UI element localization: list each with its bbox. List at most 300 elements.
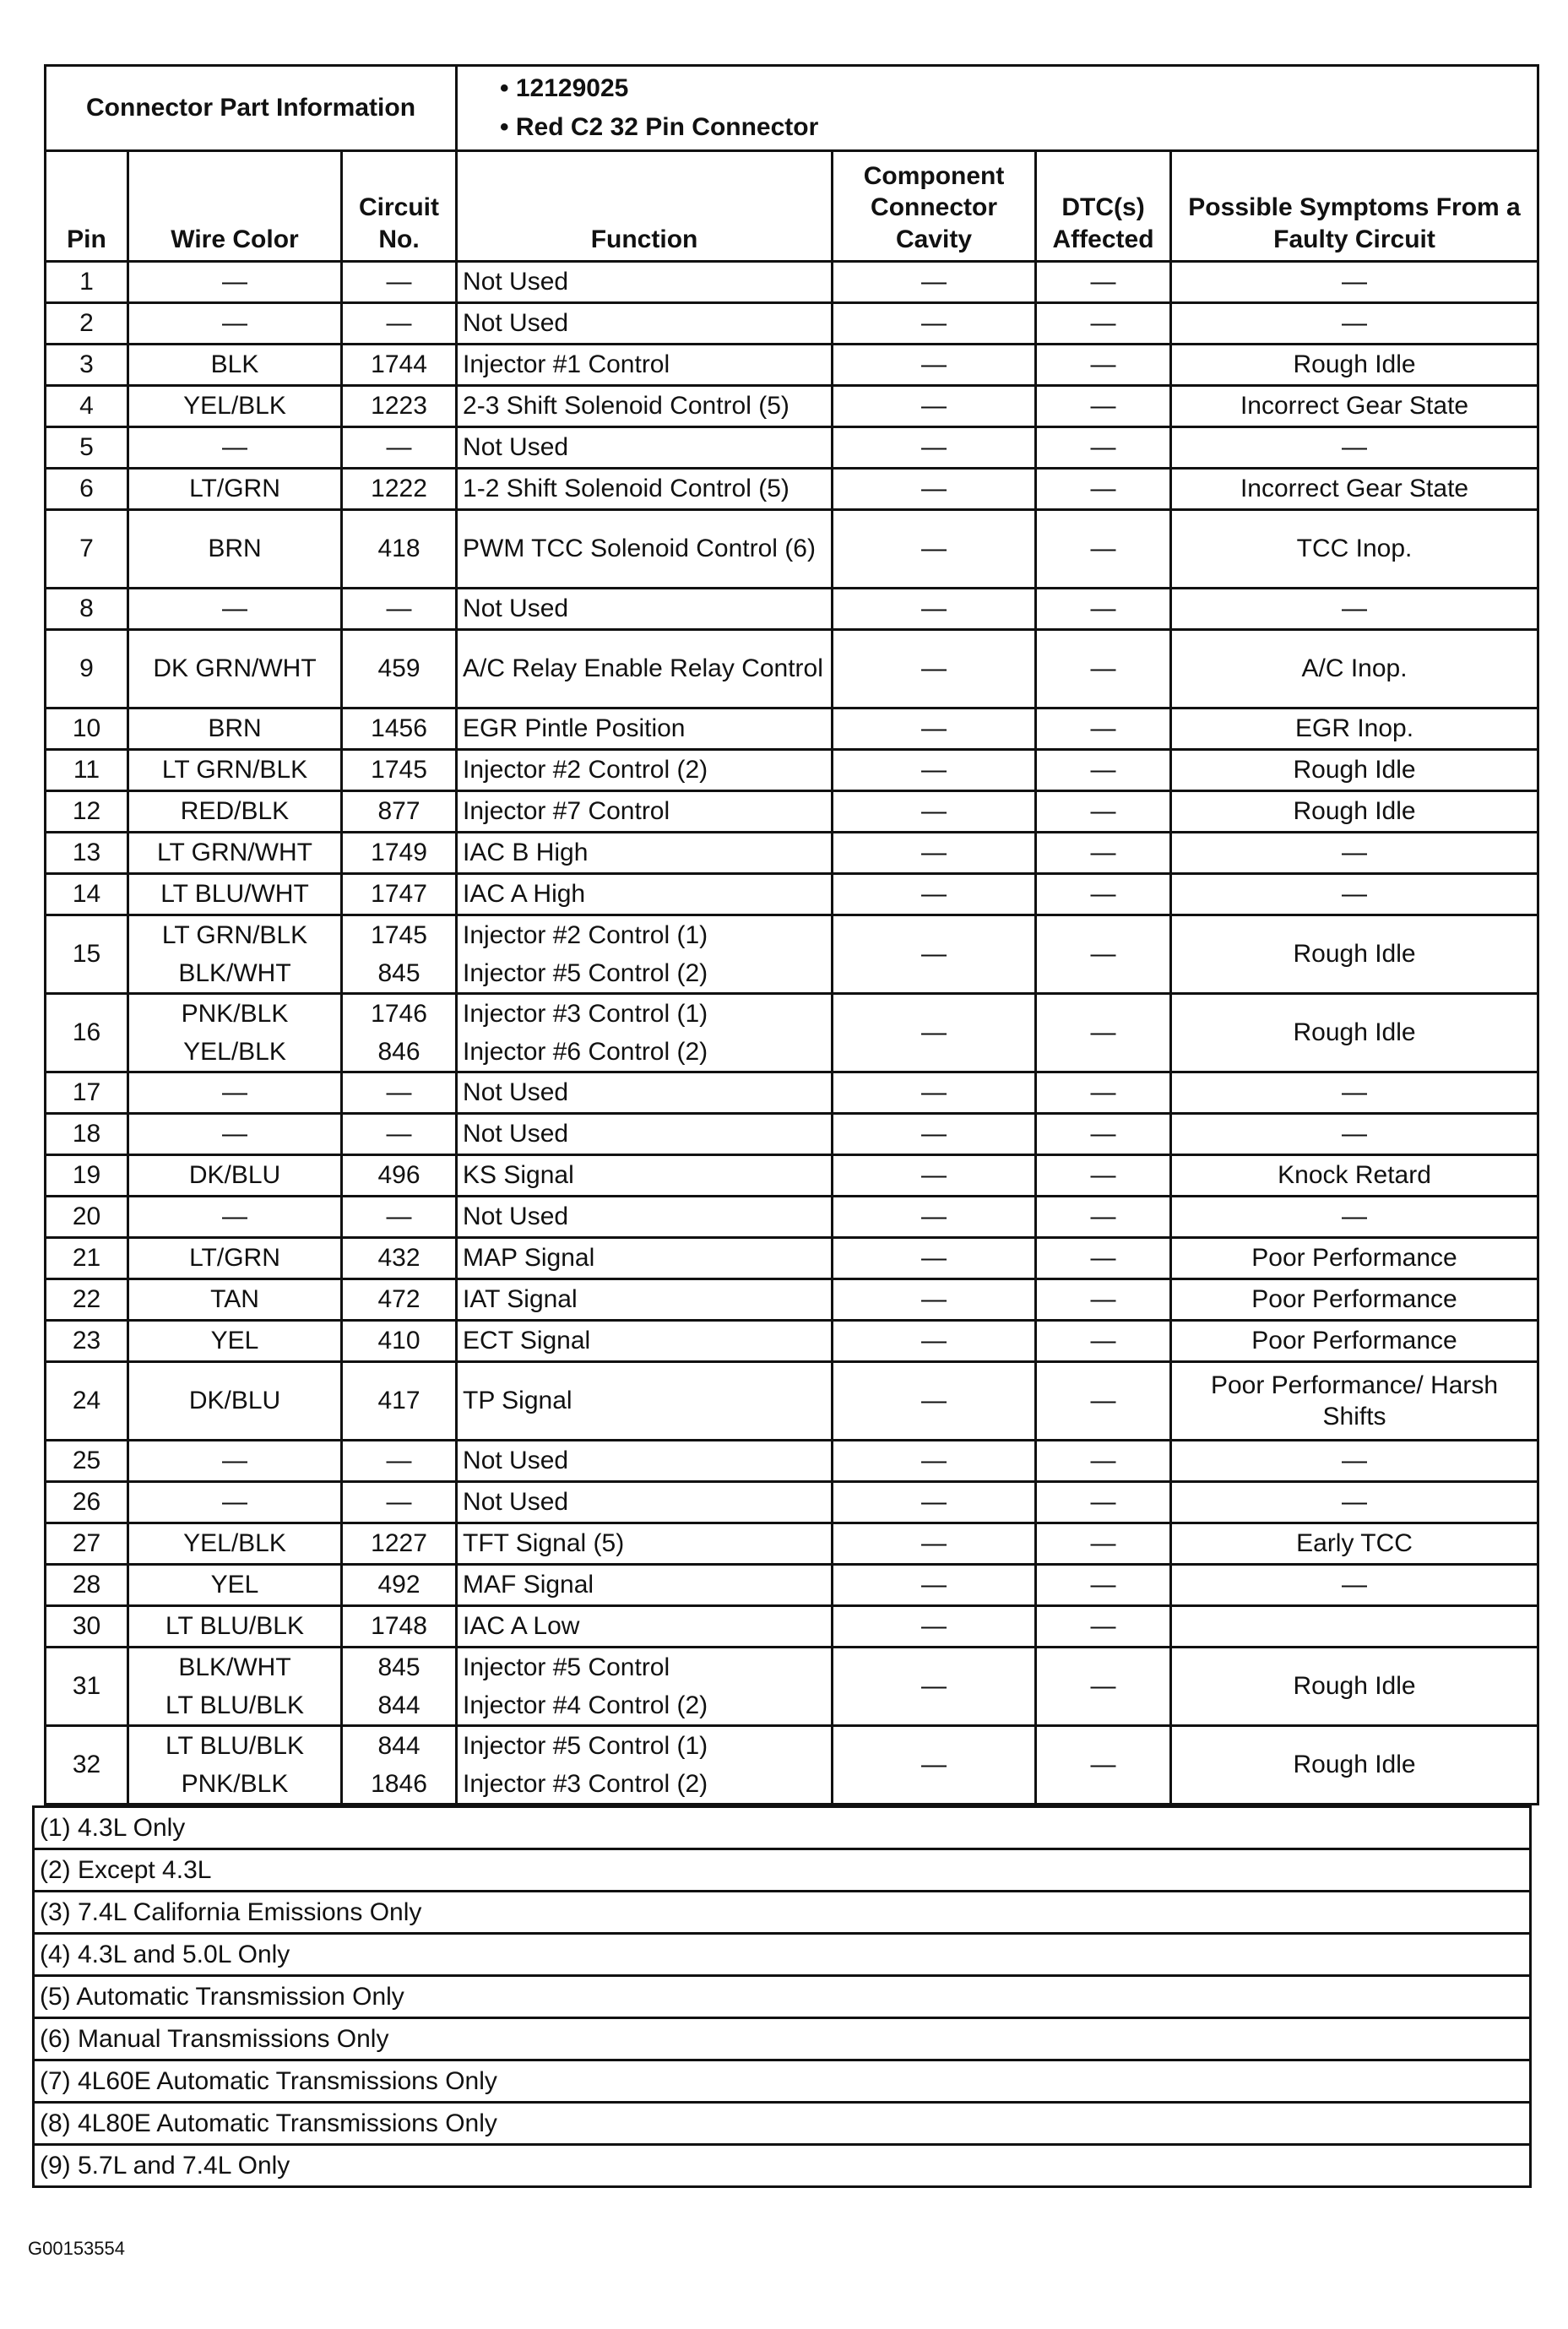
table-row	[46, 1155, 1538, 1197]
dtc-cell: —	[1036, 1565, 1171, 1606]
dtc-cell: —	[1036, 791, 1171, 833]
table-row	[46, 1321, 1538, 1362]
symptom-cell: —	[1171, 262, 1538, 303]
circuit-cell: 1223	[342, 386, 457, 427]
function-cell: 1-2 Shift Solenoid Control (5)	[457, 469, 833, 510]
circuit-cell-line: 1846	[371, 1770, 427, 1798]
function-cell: EGR Pintle Position	[457, 708, 833, 750]
circuit-cell	[342, 1648, 457, 1726]
wire-color-cell: —	[128, 1482, 342, 1523]
pin-cell: 1	[46, 262, 128, 303]
table-row	[46, 1197, 1538, 1238]
symptom-cell: Poor Performance	[1171, 1279, 1538, 1321]
table-row	[46, 345, 1538, 386]
wire-color-cell: LT/GRN	[128, 1238, 342, 1279]
wire-color-cell	[128, 1648, 342, 1726]
symptom-cell: —	[1171, 1197, 1538, 1238]
symptom-cell: Rough Idle	[1171, 750, 1538, 791]
table-row	[46, 1606, 1538, 1648]
dtc-cell: —	[1036, 1321, 1171, 1362]
table-row	[46, 1482, 1538, 1523]
cavity-cell: —	[833, 1279, 1036, 1321]
wire-color-cell: —	[128, 589, 342, 630]
function-cell: Injector #1 Control	[457, 345, 833, 386]
dtc-cell: —	[1036, 1726, 1171, 1805]
cavity-cell: —	[833, 833, 1036, 874]
circuit-cell: 1227	[342, 1523, 457, 1565]
wire-color-cell: LT GRN/BLK	[128, 750, 342, 791]
wire-color-cell: LT BLU/WHT	[128, 874, 342, 915]
circuit-cell: 417	[342, 1362, 457, 1441]
table-row	[46, 1441, 1538, 1482]
wire-color-cell: BRN	[128, 510, 342, 589]
wire-color-cell	[128, 1726, 342, 1805]
table-row	[46, 1726, 1538, 1805]
circuit-cell: —	[342, 589, 457, 630]
circuit-cell	[342, 994, 457, 1072]
connector-info-values	[457, 66, 1538, 151]
symptom-cell: Rough Idle	[1171, 915, 1538, 994]
connector-description: • Red C2 32 Pin Connector	[500, 113, 819, 141]
circuit-cell: 472	[342, 1279, 457, 1321]
dtc-cell: —	[1036, 708, 1171, 750]
symptom-cell: Rough Idle	[1171, 994, 1538, 1072]
cavity-cell: —	[833, 345, 1036, 386]
circuit-cell: 1744	[342, 345, 457, 386]
pin-cell: 20	[46, 1197, 128, 1238]
pin-cell: 15	[46, 915, 128, 994]
wire-color-cell: —	[128, 262, 342, 303]
wire-color-cell: LT/GRN	[128, 469, 342, 510]
footnote-text: (4) 4.3L and 5.0L Only	[34, 1934, 1531, 1976]
pin-cell: 10	[46, 708, 128, 750]
wire-color-cell: —	[128, 303, 342, 345]
footnote-text: (7) 4L60E Automatic Transmissions Only	[34, 2060, 1531, 2103]
function-cell: Not Used	[457, 303, 833, 345]
circuit-cell: —	[342, 427, 457, 469]
circuit-cell: 418	[342, 510, 457, 589]
footnote-row	[34, 1934, 1531, 1976]
pin-cell: 25	[46, 1441, 128, 1482]
dtc-cell: —	[1036, 469, 1171, 510]
pin-cell: 24	[46, 1362, 128, 1441]
circuit-cell: 492	[342, 1565, 457, 1606]
cavity-cell: —	[833, 1565, 1036, 1606]
dtc-cell: —	[1036, 833, 1171, 874]
footnote-row	[34, 1892, 1531, 1934]
dtc-cell: —	[1036, 1482, 1171, 1523]
circuit-cell: —	[342, 1114, 457, 1155]
table-row	[46, 750, 1538, 791]
pin-cell: 16	[46, 994, 128, 1072]
connector-info-row	[46, 66, 1538, 151]
circuit-cell: 496	[342, 1155, 457, 1197]
pin-cell: 30	[46, 1606, 128, 1648]
col-dtc: DTC(s) Affected	[1036, 151, 1171, 262]
pin-cell: 17	[46, 1072, 128, 1114]
col-symptoms: Possible Symptoms From a Faulty Circuit	[1171, 151, 1538, 262]
wire-color-cell: YEL/BLK	[128, 1523, 342, 1565]
circuit-cell: —	[342, 1197, 457, 1238]
table-row	[46, 630, 1538, 708]
pin-cell: 9	[46, 630, 128, 708]
function-cell: Injector #7 Control	[457, 791, 833, 833]
cavity-cell: —	[833, 1238, 1036, 1279]
cavity-cell: —	[833, 1072, 1036, 1114]
pin-cell: 27	[46, 1523, 128, 1565]
wire-color-cell: —	[128, 427, 342, 469]
dtc-cell: —	[1036, 1362, 1171, 1441]
table-row	[46, 1238, 1538, 1279]
function-cell: A/C Relay Enable Relay Control	[457, 630, 833, 708]
footnote-text: (6) Manual Transmissions Only	[34, 2018, 1531, 2060]
pin-cell: 21	[46, 1238, 128, 1279]
wire-color-cell: —	[128, 1197, 342, 1238]
pin-cell: 6	[46, 469, 128, 510]
col-cavity: Component Connector Cavity	[833, 151, 1036, 262]
footnote-text: (1) 4.3L Only	[34, 1807, 1531, 1849]
footnote-row	[34, 1849, 1531, 1892]
function-cell-line: Injector #3 Control (2)	[463, 1770, 708, 1798]
function-cell: PWM TCC Solenoid Control (6)	[457, 510, 833, 589]
function-cell-line: Injector #5 Control (1)	[463, 1732, 708, 1760]
symptom-cell: —	[1171, 1072, 1538, 1114]
wire-color-cell: RED/BLK	[128, 791, 342, 833]
symptom-cell: —	[1171, 303, 1538, 345]
cavity-cell: —	[833, 262, 1036, 303]
pin-cell: 3	[46, 345, 128, 386]
wire-color-cell: —	[128, 1072, 342, 1114]
dtc-cell: —	[1036, 994, 1171, 1072]
circuit-cell-line: 844	[377, 1732, 420, 1760]
function-cell: Not Used	[457, 262, 833, 303]
wire-color-cell: LT BLU/BLK	[128, 1606, 342, 1648]
cavity-cell: —	[833, 1441, 1036, 1482]
wire-color-cell: LT GRN/WHT	[128, 833, 342, 874]
symptom-cell: —	[1171, 1441, 1538, 1482]
table-row	[46, 1279, 1538, 1321]
symptom-cell: Incorrect Gear State	[1171, 386, 1538, 427]
symptom-cell: A/C Inop.	[1171, 630, 1538, 708]
dtc-cell: —	[1036, 1155, 1171, 1197]
cavity-cell: —	[833, 1155, 1036, 1197]
wire-color-cell: —	[128, 1114, 342, 1155]
col-circuit: Circuit No.	[342, 151, 457, 262]
pin-cell: 14	[46, 874, 128, 915]
function-cell: MAF Signal	[457, 1565, 833, 1606]
pin-cell: 28	[46, 1565, 128, 1606]
symptom-cell: Poor Performance	[1171, 1238, 1538, 1279]
symptom-cell: TCC Inop.	[1171, 510, 1538, 589]
wire-color-cell: BLK	[128, 345, 342, 386]
function-cell-line: Injector #6 Control (2)	[463, 1038, 708, 1066]
circuit-cell: —	[342, 1482, 457, 1523]
cavity-cell: —	[833, 1482, 1036, 1523]
circuit-cell: 1745	[342, 750, 457, 791]
cavity-cell: —	[833, 994, 1036, 1072]
wire-color-cell: DK/BLU	[128, 1155, 342, 1197]
cavity-cell: —	[833, 1197, 1036, 1238]
function-cell-line: Injector #2 Control (1)	[463, 921, 708, 949]
function-cell: MAP Signal	[457, 1238, 833, 1279]
table-row	[46, 427, 1538, 469]
symptom-cell: —	[1171, 1565, 1538, 1606]
dtc-cell: —	[1036, 386, 1171, 427]
symptom-cell	[1171, 1606, 1538, 1648]
symptom-cell: Rough Idle	[1171, 345, 1538, 386]
dtc-cell: —	[1036, 750, 1171, 791]
circuit-cell: —	[342, 1072, 457, 1114]
wire-color-cell-line: BLK/WHT	[178, 959, 291, 987]
pin-cell: 7	[46, 510, 128, 589]
table-row	[46, 303, 1538, 345]
circuit-cell: —	[342, 262, 457, 303]
circuit-cell: —	[342, 303, 457, 345]
symptom-cell: —	[1171, 427, 1538, 469]
function-cell: Not Used	[457, 1441, 833, 1482]
wire-color-cell	[128, 915, 342, 994]
footnote-row	[34, 2145, 1531, 2187]
column-header-row	[46, 151, 1538, 262]
cavity-cell: —	[833, 1321, 1036, 1362]
table-row	[46, 1648, 1538, 1726]
cavity-cell: —	[833, 630, 1036, 708]
cavity-cell: —	[833, 708, 1036, 750]
dtc-cell: —	[1036, 1197, 1171, 1238]
cavity-cell: —	[833, 427, 1036, 469]
footnote-text: (8) 4L80E Automatic Transmissions Only	[34, 2103, 1531, 2145]
cavity-cell: —	[833, 303, 1036, 345]
symptom-cell: Poor Performance/ Harsh Shifts	[1171, 1362, 1538, 1441]
symptom-cell: Rough Idle	[1171, 791, 1538, 833]
pin-cell: 22	[46, 1279, 128, 1321]
dtc-cell: —	[1036, 915, 1171, 994]
wire-color-cell: TAN	[128, 1279, 342, 1321]
connector-pin-table	[44, 64, 1539, 1805]
symptom-cell: —	[1171, 833, 1538, 874]
function-cell: IAC A High	[457, 874, 833, 915]
table-row	[46, 1072, 1538, 1114]
table-row	[46, 1523, 1538, 1565]
dtc-cell: —	[1036, 427, 1171, 469]
table-row	[46, 994, 1538, 1072]
pin-cell: 13	[46, 833, 128, 874]
function-cell: Not Used	[457, 1114, 833, 1155]
footnote-text: (9) 5.7L and 7.4L Only	[34, 2145, 1531, 2187]
table-row	[46, 469, 1538, 510]
function-cell: IAT Signal	[457, 1279, 833, 1321]
wire-color-cell: DK/BLU	[128, 1362, 342, 1441]
footnote-text: (3) 7.4L California Emissions Only	[34, 1892, 1531, 1934]
pin-cell: 31	[46, 1648, 128, 1726]
circuit-cell-line: 844	[377, 1691, 420, 1719]
function-cell	[457, 994, 833, 1072]
circuit-cell: 1456	[342, 708, 457, 750]
wire-color-cell: BRN	[128, 708, 342, 750]
cavity-cell: —	[833, 1648, 1036, 1726]
col-pin: Pin	[46, 151, 128, 262]
table-row	[46, 386, 1538, 427]
function-cell-line: Injector #3 Control (1)	[463, 1000, 708, 1028]
table-row	[46, 833, 1538, 874]
wire-color-cell: —	[128, 1441, 342, 1482]
cavity-cell: —	[833, 1523, 1036, 1565]
wire-color-cell: YEL/BLK	[128, 386, 342, 427]
connector-part-number: • 12129025	[500, 74, 629, 102]
footnote-row	[34, 2103, 1531, 2145]
dtc-cell: —	[1036, 1606, 1171, 1648]
col-function: Function	[457, 151, 833, 262]
function-cell	[457, 1648, 833, 1726]
figure-id: G00153554	[28, 2238, 125, 2259]
pin-cell: 2	[46, 303, 128, 345]
cavity-cell: —	[833, 1606, 1036, 1648]
symptom-cell: Poor Performance	[1171, 1321, 1538, 1362]
pin-cell: 8	[46, 589, 128, 630]
symptom-cell: Incorrect Gear State	[1171, 469, 1538, 510]
table-row	[46, 510, 1538, 589]
circuit-cell: 1222	[342, 469, 457, 510]
dtc-cell: —	[1036, 1648, 1171, 1726]
function-cell: TP Signal	[457, 1362, 833, 1441]
symptom-cell: Knock Retard	[1171, 1155, 1538, 1197]
dtc-cell: —	[1036, 262, 1171, 303]
table-row	[46, 1114, 1538, 1155]
pin-cell: 26	[46, 1482, 128, 1523]
wire-color-cell: YEL	[128, 1321, 342, 1362]
dtc-cell: —	[1036, 1114, 1171, 1155]
table-row	[46, 708, 1538, 750]
function-cell: IAC A Low	[457, 1606, 833, 1648]
wire-color-cell: DK GRN/WHT	[128, 630, 342, 708]
pin-cell: 18	[46, 1114, 128, 1155]
circuit-cell	[342, 915, 457, 994]
function-cell: TFT Signal (5)	[457, 1523, 833, 1565]
pin-cell: 19	[46, 1155, 128, 1197]
function-cell: IAC B High	[457, 833, 833, 874]
col-wire-color: Wire Color	[128, 151, 342, 262]
wire-color-cell-line: LT BLU/BLK	[165, 1691, 304, 1719]
symptom-cell: EGR Inop.	[1171, 708, 1538, 750]
cavity-cell: —	[833, 915, 1036, 994]
circuit-cell: 459	[342, 630, 457, 708]
symptom-cell: —	[1171, 1482, 1538, 1523]
function-cell-line: Injector #4 Control (2)	[463, 1691, 708, 1719]
circuit-cell-line: 846	[377, 1038, 420, 1066]
symptom-cell: Early TCC	[1171, 1523, 1538, 1565]
function-cell: Not Used	[457, 1197, 833, 1238]
table-row	[46, 262, 1538, 303]
dtc-cell: —	[1036, 874, 1171, 915]
cavity-cell: —	[833, 750, 1036, 791]
wire-color-cell-line: YEL/BLK	[183, 1038, 286, 1066]
wire-color-cell-line: LT GRN/BLK	[161, 921, 308, 949]
wire-color-cell-line: PNK/BLK	[181, 1770, 289, 1798]
connector-table-sheet	[40, 64, 1537, 2188]
dtc-cell: —	[1036, 630, 1171, 708]
dtc-cell: —	[1036, 303, 1171, 345]
footnote-text: (2) Except 4.3L	[34, 1849, 1531, 1892]
cavity-cell: —	[833, 1362, 1036, 1441]
circuit-cell-line: 1746	[371, 1000, 427, 1028]
footnote-row	[34, 2060, 1531, 2103]
function-cell	[457, 1726, 833, 1805]
function-cell: ECT Signal	[457, 1321, 833, 1362]
function-cell: Not Used	[457, 589, 833, 630]
wire-color-cell-line: BLK/WHT	[178, 1653, 291, 1681]
pin-cell: 12	[46, 791, 128, 833]
cavity-cell: —	[833, 874, 1036, 915]
circuit-cell: 1749	[342, 833, 457, 874]
footnotes-table	[32, 1805, 1532, 2188]
pin-cell: 5	[46, 427, 128, 469]
circuit-cell: 1748	[342, 1606, 457, 1648]
cavity-cell: —	[833, 469, 1036, 510]
cavity-cell: —	[833, 1114, 1036, 1155]
pin-cell: 11	[46, 750, 128, 791]
connector-info-label: Connector Part Information	[46, 66, 457, 151]
circuit-cell: 877	[342, 791, 457, 833]
cavity-cell: —	[833, 791, 1036, 833]
circuit-cell	[342, 1726, 457, 1805]
function-cell: Injector #2 Control (2)	[457, 750, 833, 791]
function-cell: KS Signal	[457, 1155, 833, 1197]
wire-color-cell-line: LT BLU/BLK	[165, 1732, 304, 1760]
symptom-cell: Rough Idle	[1171, 1726, 1538, 1805]
dtc-cell: —	[1036, 1441, 1171, 1482]
circuit-cell: —	[342, 1441, 457, 1482]
circuit-cell-line: 1745	[371, 921, 427, 949]
footnote-row	[34, 1807, 1531, 1849]
function-cell	[457, 915, 833, 994]
function-cell: Not Used	[457, 1072, 833, 1114]
cavity-cell: —	[833, 510, 1036, 589]
pin-cell: 23	[46, 1321, 128, 1362]
dtc-cell: —	[1036, 1238, 1171, 1279]
cavity-cell: —	[833, 386, 1036, 427]
circuit-cell-line: 845	[377, 1653, 420, 1681]
function-cell-line: Injector #5 Control (2)	[463, 959, 708, 987]
pin-cell: 4	[46, 386, 128, 427]
function-cell: Not Used	[457, 427, 833, 469]
dtc-cell: —	[1036, 1279, 1171, 1321]
circuit-cell: 1747	[342, 874, 457, 915]
table-row	[46, 874, 1538, 915]
table-row	[46, 791, 1538, 833]
wire-color-cell: YEL	[128, 1565, 342, 1606]
dtc-cell: —	[1036, 1072, 1171, 1114]
function-cell: 2-3 Shift Solenoid Control (5)	[457, 386, 833, 427]
dtc-cell: —	[1036, 589, 1171, 630]
symptom-cell: —	[1171, 1114, 1538, 1155]
table-row	[46, 1565, 1538, 1606]
wire-color-cell-line: PNK/BLK	[181, 1000, 289, 1028]
circuit-cell-line: 845	[377, 959, 420, 987]
table-row	[46, 1362, 1538, 1441]
symptom-cell: Rough Idle	[1171, 1648, 1538, 1726]
symptom-cell: —	[1171, 874, 1538, 915]
pin-cell: 32	[46, 1726, 128, 1805]
table-row	[46, 915, 1538, 994]
footnote-row	[34, 1976, 1531, 2018]
cavity-cell: —	[833, 589, 1036, 630]
symptom-cell: —	[1171, 589, 1538, 630]
footnote-text: (5) Automatic Transmission Only	[34, 1976, 1531, 2018]
circuit-cell: 410	[342, 1321, 457, 1362]
dtc-cell: —	[1036, 1523, 1171, 1565]
dtc-cell: —	[1036, 345, 1171, 386]
function-cell: Not Used	[457, 1482, 833, 1523]
